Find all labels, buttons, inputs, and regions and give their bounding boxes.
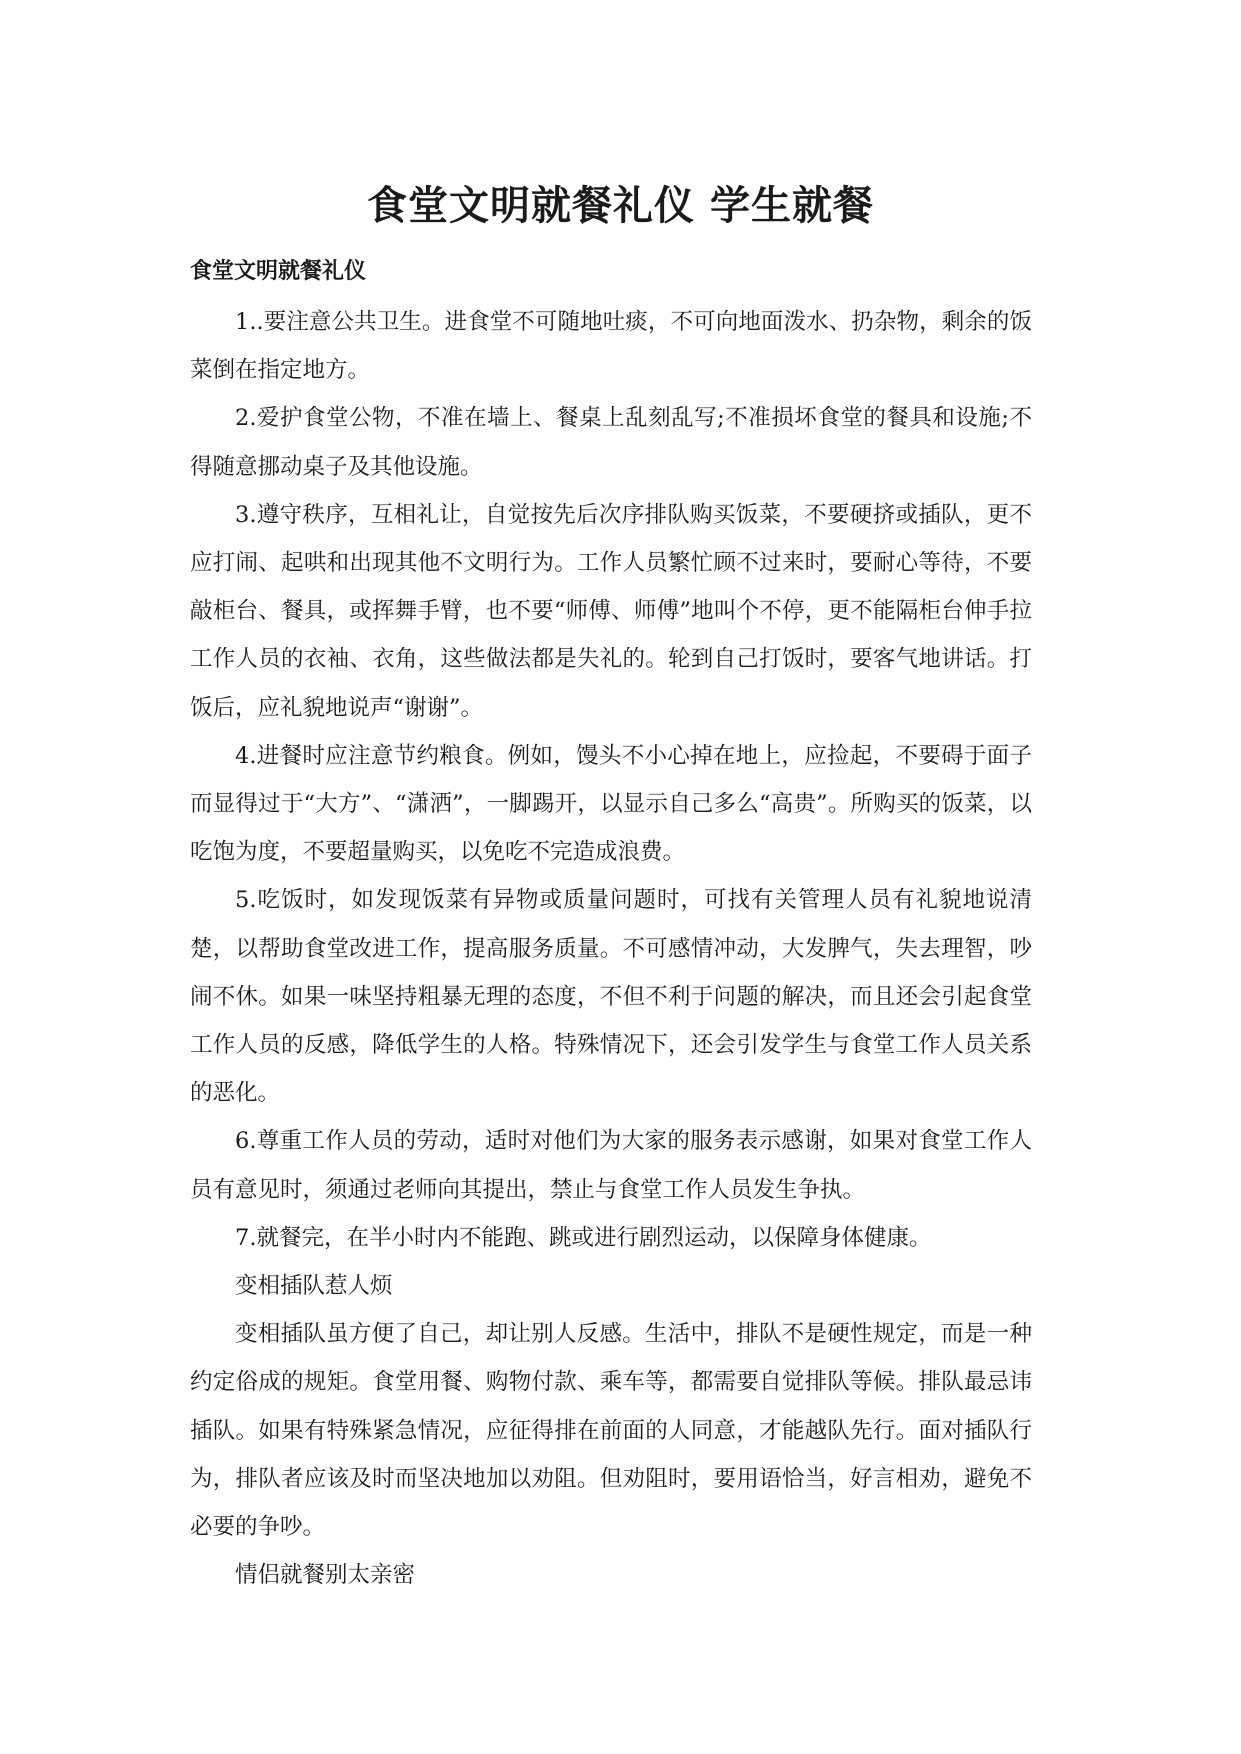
rule-paragraph-3: 3.遵守秩序，互相礼让，自觉按先后次序排队购买饭菜，不要硬挤或插队，更不应打闹、起哄和出现其他不文明行为。工作人员繁忙顾不过来时，要耐心等待，不要敲柜台、餐具，或挥舞手臂，也不要“师傅、师傅”地叫个不停，更不能隔柜台伸手拉工作人员的衣袖、衣角，这些做法都是失礼的。轮到自己打饭时，要客气地讲话。打饭后，应礼貌地说声“谢谢”。 xyxy=(190,501,1032,721)
queue-jumping-paragraph: 变相插队虽方便了自己，却让别人反感。生活中，排队不是硬性规定，而是一种约定俗成的规矩。食堂用餐、购物付款、乘车等，都需要自觉排队等候。排队最忌讳插队。如果有特殊紧急情况，应征得排在前面的人同意，才能越队先行。面对插队行为，排队者应该及时而坚决地加以劝阻。但劝阻时，要用语恰当，好言相劝，避免不必要的争吵。 xyxy=(190,1321,1032,1541)
rule-paragraph-1: 1..要注意公共卫生。进食堂不可随地吐痰，不可向地面泼水、扔杂物，剩余的饭菜倒在指定地方。 xyxy=(190,309,1032,384)
rule-paragraph-2: 2.爱护食堂公物，不准在墙上、餐桌上乱刻乱写;不准损坏食堂的餐具和设施;不得随意挪动桌子及其他设施。 xyxy=(190,405,1032,480)
subheading-couples-dining: 情侣就餐别太亲密 xyxy=(235,1562,416,1589)
rule-paragraph-6: 6.尊重工作人员的劳动，适时对他们为大家的服务表示感谢，如果对食堂工作人员有意见时，须通过老师向其提出，禁止与食堂工作人员发生争执。 xyxy=(190,1128,1032,1203)
document-title: 食堂文明就餐礼仪 学生就餐 xyxy=(367,182,874,229)
section-heading: 食堂文明就餐礼仪 xyxy=(190,259,367,284)
rule-paragraph-4: 4.进餐时应注意节约粮食。例如，馒头不小心掉在地上，应捡起，不要碍于面子而显得过于“大方”、“潇洒”，一脚踢开，以显示自己多么“高贵”。所购买的饭菜，以吃饱为度，不要超量购买，以免吃不完造成浪费。 xyxy=(190,742,1032,866)
rule-paragraph-7: 7.就餐完，在半小时内不能跑、跳或进行剧烈运动，以保障身体健康。 xyxy=(235,1224,932,1251)
rule-paragraph-5: 5.吃饭时，如发现饭菜有异物或质量问题时，可找有关管理人员有礼貌地说清楚，以帮助食堂改进工作，提高服务质量。不可感情冲动，大发脾气，失去理智，吵闹不休。如果一味坚持粗暴无理的态度，不但不利于问题的解决，而且还会引起食堂工作人员的反感，降低学生的人格。特殊情况下，还会引发学生与食堂工作人员关系的恶化。 xyxy=(190,887,1032,1107)
document-body xyxy=(190,298,1032,1599)
subheading-queue-jumping: 变相插队惹人烦 xyxy=(235,1273,393,1300)
